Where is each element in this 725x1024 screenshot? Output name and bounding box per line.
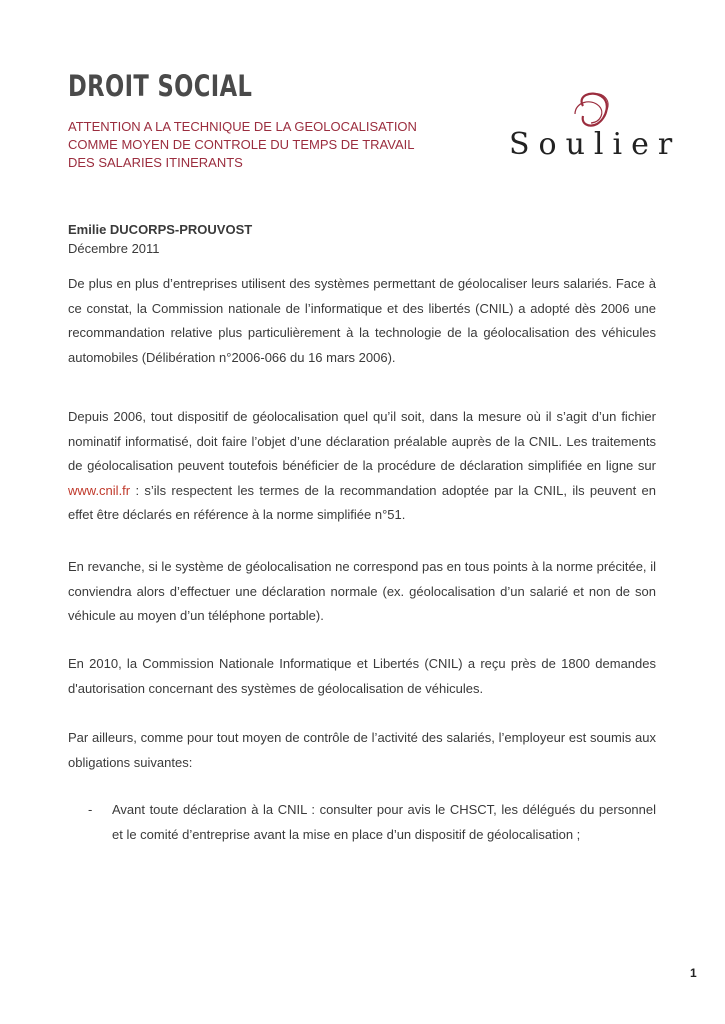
- publication-date: Décembre 2011: [68, 241, 160, 256]
- subtitle-line: DES SALARIES ITINERANTS: [68, 155, 243, 170]
- document-title: DROIT SOCIAL: [68, 69, 253, 103]
- bullet-text: Avant toute déclaration à la CNIL : consulter pour avis le CHSCT, les délégués du personnel et le comité d’entreprise avant la mise en place d’un dispositif de géolocalisation ;: [112, 802, 656, 842]
- paragraph-2-text-end: : s’ils respectent les termes de la recommandation adoptée par la CNIL, ils peuvent en effet être déclarés en référence à la norme simplifiée n°51.: [68, 482, 656, 522]
- paragraph-2: [68, 405, 656, 528]
- paragraph-4: En 2010, la Commission Nationale Informatique et Libertés (CNIL) a reçu près de 1800 demandes d'autorisation concernant des systèmes de géolocalisation de véhicules.: [68, 656, 656, 696]
- cnil-link[interactable]: www.cnil.fr: [68, 482, 131, 498]
- subtitle-line: COMME MOYEN DE CONTROLE DU TEMPS DE TRAVAIL: [68, 137, 415, 152]
- bullet-marker: -: [88, 802, 93, 817]
- page-number: 1: [690, 966, 697, 980]
- document-subtitle: [68, 118, 468, 172]
- paragraph-1: De plus en plus d’entreprises utilisent des systèmes permettant de géolocaliser leurs salariés. Face à ce constat, la Commission nationale de l’informatique et des libertés (CNIL) a adopté dès 2006 une recommandation relative plus particulièrement à la technologie de la géolocalisation des véhicules automobiles (Délibération n°2006-066 du 16 mars 2006).: [68, 276, 656, 365]
- subtitle-line: ATTENTION A LA TECHNIQUE DE LA GEOLOCALISATION: [68, 119, 417, 134]
- author-name: Emilie DUCORPS-PROUVOST: [68, 222, 253, 237]
- paragraph-5: Par ailleurs, comme pour tout moyen de contrôle de l’activité des salariés, l’employeur est soumis aux obligations suivantes:: [68, 730, 656, 770]
- logo-wordmark: Soulier: [509, 127, 682, 162]
- paragraph-3: En revanche, si le système de géolocalisation ne correspond pas en tous points à la norme précitée, il conviendra alors d’effectuer une déclaration normale (ex. géolocalisation d’un salarié et non de son véhicule au moyen d’un téléphone portable).: [68, 559, 656, 623]
- paragraph-2-text-start: Depuis 2006, tout dispositif de géolocalisation quel qu’il soit, dans la mesure où il s’agit d’un fichier nominatif informatisé, doit faire l’objet d’une déclaration préalable auprès de la CNIL. Les traitements de géolocalisation peuvent toutefois bénéficier de la procédure de déclaration simplifiée en ligne sur: [68, 409, 656, 473]
- author-block: [68, 220, 252, 258]
- soulier-logo: [505, 92, 682, 164]
